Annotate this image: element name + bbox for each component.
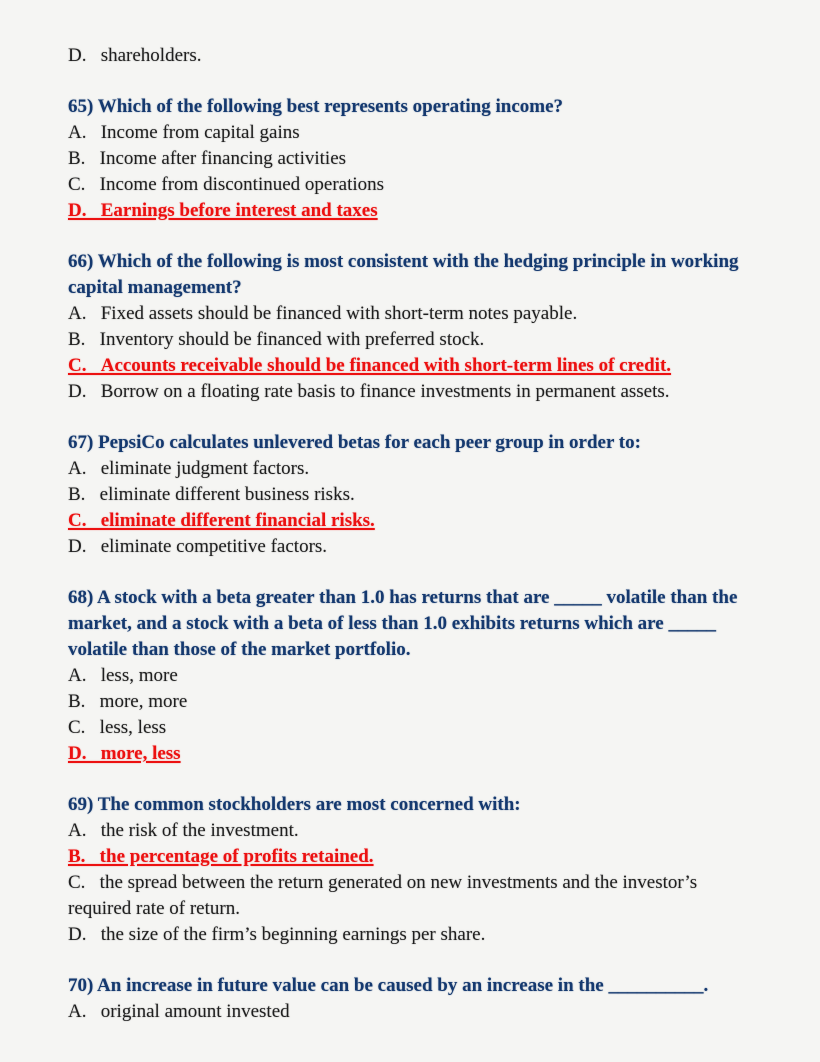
question-block: [68, 792, 756, 948]
option-row: C. less, less: [68, 717, 167, 738]
option-row: A. Income from capital gains: [68, 122, 300, 143]
option-row: A. original amount invested: [68, 1001, 290, 1022]
option-row: B. eliminate different business risks.: [68, 484, 355, 505]
option-row: D. shareholders.: [68, 45, 202, 66]
option-row: D. eliminate competitive factors.: [68, 536, 328, 557]
correct-answer-row: C. eliminate different financial risks.: [68, 510, 375, 531]
option-row: B. Income after financing activities: [68, 148, 347, 169]
question-block: [68, 94, 756, 224]
question-block: [68, 249, 756, 405]
option-row: A. Fixed assets should be financed with short-term notes payable.: [68, 303, 578, 324]
question-text: 66) Which of the following is most consistent with the hedging principle in working capital management?: [68, 251, 739, 298]
option-row: A. less, more: [68, 665, 178, 686]
option-row: C. the spread between the return generated on new investments and the investor’s required rate of return.: [68, 872, 698, 919]
question-text: 69) The common stockholders are most concerned with:: [68, 794, 521, 815]
question-block: [68, 585, 756, 767]
question-text: 68) A stock with a beta greater than 1.0 has returns that are _____ volatile than the market, and a stock with a beta of less than 1.0 exhibits returns which are _____ volatile than those of the market portfolio.: [68, 587, 738, 660]
question-text: 70) An increase in future value can be caused by an increase in the __________.: [68, 975, 709, 996]
correct-answer-row: B. the percentage of profits retained.: [68, 846, 374, 867]
option-row: D. the size of the firm’s beginning earnings per share.: [68, 924, 486, 945]
question-block: [68, 973, 756, 1025]
correct-answer-row: C. Accounts receivable should be financed with short-term lines of credit.: [68, 355, 672, 376]
option-row: B. more, more: [68, 691, 188, 712]
correct-answer-row: D. more, less: [68, 743, 181, 764]
question-text: 67) PepsiCo calculates unlevered betas for each peer group in order to:: [68, 432, 641, 453]
option-row: C. Income from discontinued operations: [68, 174, 385, 195]
option-row: D. Borrow on a floating rate basis to finance investments in permanent assets.: [68, 381, 670, 402]
correct-answer-row: D. Earnings before interest and taxes: [68, 200, 378, 221]
option-row: A. the risk of the investment.: [68, 820, 299, 841]
option-row: A. eliminate judgment factors.: [68, 458, 310, 479]
option-row: B. Inventory should be financed with preferred stock.: [68, 329, 485, 350]
question-text: 65) Which of the following best represents operating income?: [68, 96, 564, 117]
question-block: [68, 430, 756, 560]
